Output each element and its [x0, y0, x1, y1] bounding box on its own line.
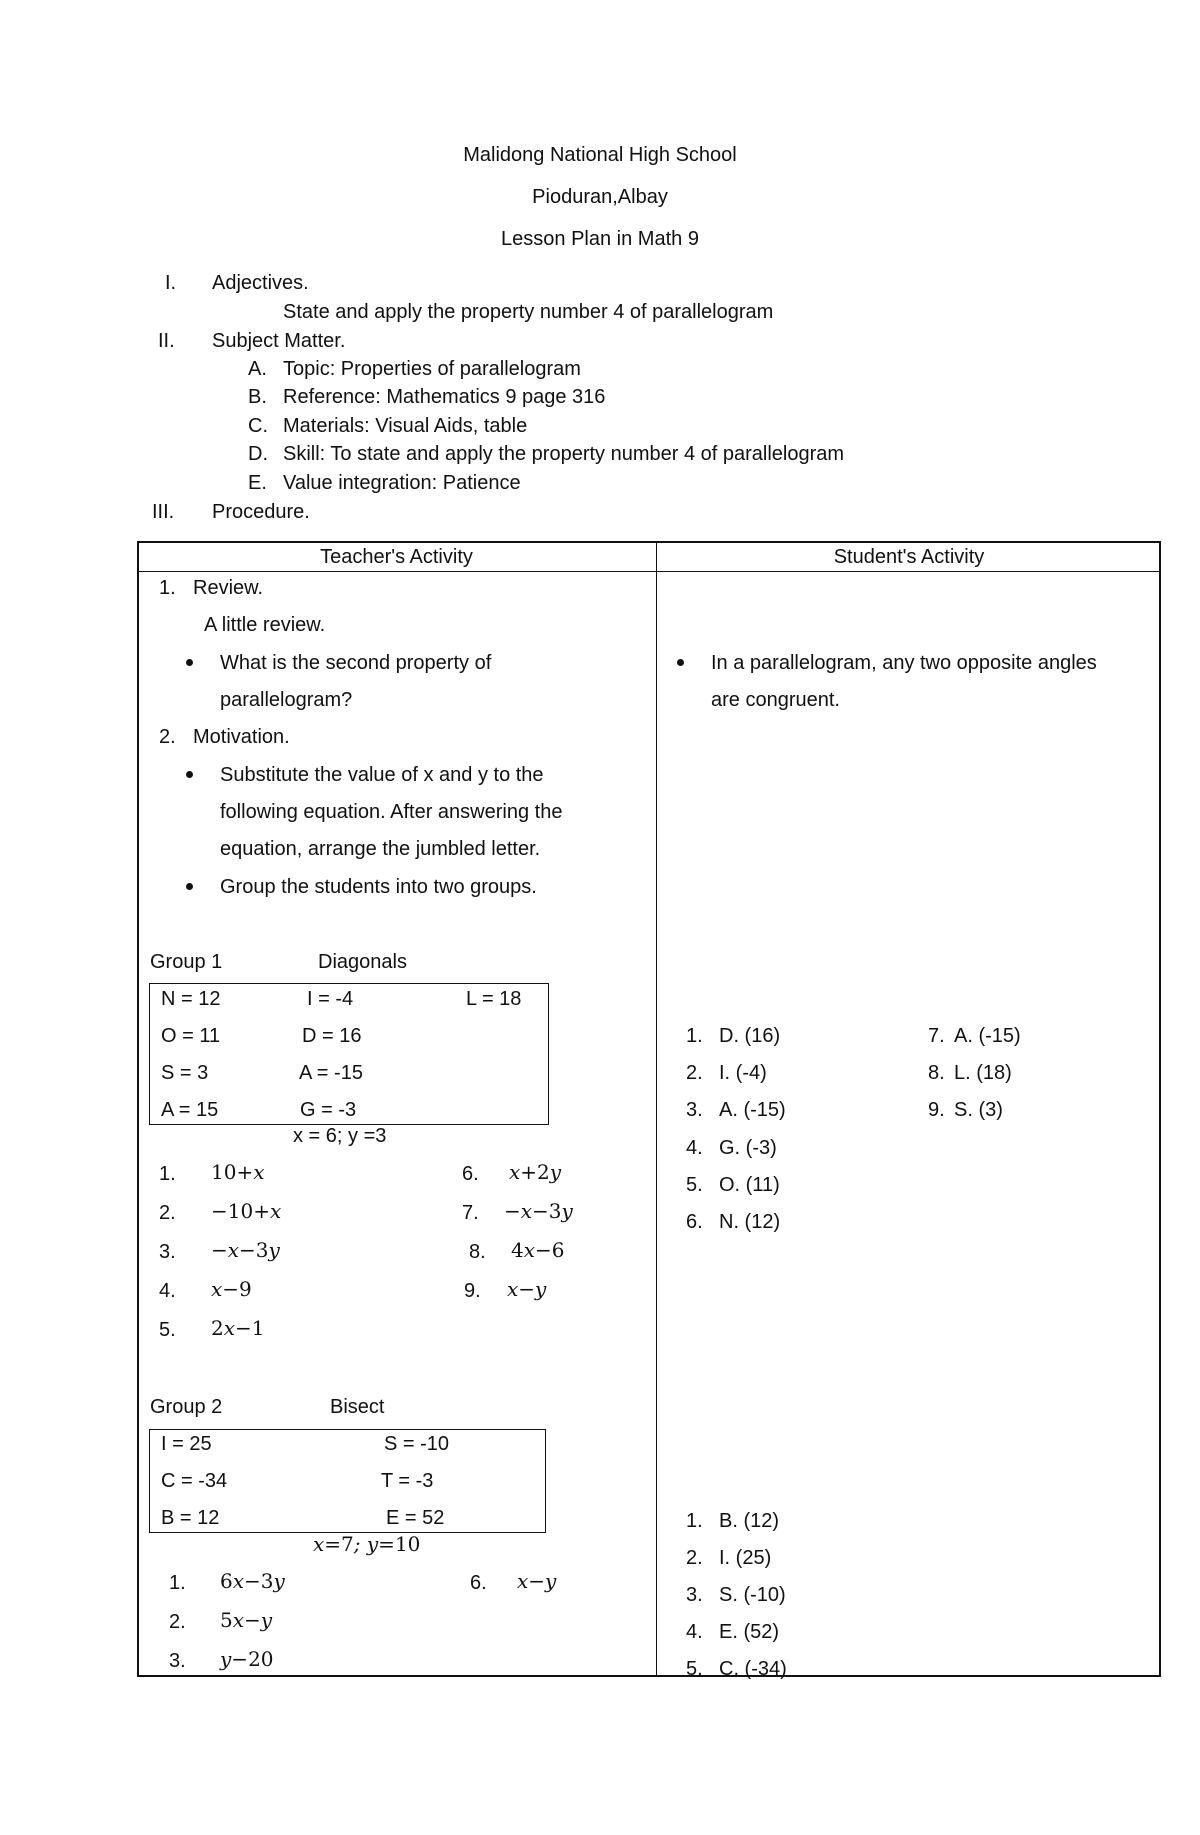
group2-answer: C. (-34) [719, 1658, 787, 1680]
group1-equation: −x−3y [504, 1199, 573, 1223]
group1-letter-o: O = 11 [161, 1025, 221, 1047]
group2-equation: 5x−y [220, 1608, 273, 1632]
subject-topic: Topic: Properties of parallelogram [283, 358, 581, 380]
group1-answer: D. (16) [719, 1025, 781, 1047]
group1-item-number: 7. [462, 1202, 479, 1224]
subject-letter-d: D. [248, 443, 268, 465]
table-column-divider [656, 541, 657, 1677]
group1-equation: x+2y [509, 1160, 562, 1184]
subject-letter-b: B. [248, 386, 267, 408]
motivation-grouping: Group the students into two groups. [220, 876, 537, 898]
group1-letter-s: S = 3 [161, 1062, 209, 1084]
group2-title: Bisect [330, 1396, 385, 1418]
group2-answer-number: 2. [686, 1547, 703, 1569]
teacher-activity-header: Teacher's Activity [320, 546, 473, 568]
subject-value: Value integration: Patience [283, 472, 521, 494]
group1-answer: I. (-4) [719, 1062, 767, 1084]
group1-answer-number: 1. [686, 1025, 703, 1047]
group2-equation: 6x−3y [220, 1569, 285, 1593]
outline-ii-number: II. [158, 330, 175, 352]
subject-letter-e: E. [248, 472, 267, 494]
group2-equation: x−y [517, 1569, 557, 1593]
group1-answer: A. (-15) [719, 1099, 786, 1121]
table-header-divider [137, 571, 1161, 572]
group2-item-number: 6. [470, 1572, 487, 1594]
review-answer-line2: are congruent. [711, 689, 840, 711]
review-number: 1. [159, 577, 176, 599]
group2-item-number: 2. [169, 1611, 186, 1633]
group2-answer: B. (12) [719, 1510, 780, 1532]
group1-answer-number: 2. [686, 1062, 703, 1084]
outline-iii-title: Procedure. [212, 501, 310, 523]
subject-materials: Materials: Visual Aids, table [283, 415, 528, 437]
group1-item-number: 6. [462, 1163, 479, 1185]
outline-i-number: I. [165, 272, 177, 294]
group1-item-number: 8. [469, 1241, 486, 1263]
motivation-title: Motivation. [193, 726, 290, 748]
group1-answer: S. (3) [954, 1099, 1003, 1121]
group2-letter-s: S = -10 [384, 1433, 450, 1455]
group2-letter-b: B = 12 [161, 1507, 220, 1529]
group1-equation: 10+x [211, 1160, 265, 1184]
group2-answer-number: 4. [686, 1621, 703, 1643]
review-question-line2: parallelogram? [220, 689, 353, 711]
group2-answer: S. (-10) [719, 1584, 786, 1606]
group1-title: Diagonals [318, 951, 407, 973]
group2-letter-c: C = -34 [161, 1470, 228, 1492]
subject-reference: Reference: Mathematics 9 page 316 [283, 386, 606, 408]
subject-letter-c: C. [248, 415, 268, 437]
group1-answer: A. (-15) [954, 1025, 1021, 1047]
bullet-icon [186, 659, 193, 666]
group2-letter-i: I = 25 [161, 1433, 212, 1455]
bullet-icon [186, 771, 193, 778]
group1-answer-number: 5. [686, 1174, 703, 1196]
group2-answer-number: 1. [686, 1510, 703, 1532]
group1-answer: L. (18) [954, 1062, 1012, 1084]
group1-item-number: 3. [159, 1241, 176, 1263]
group1-item-number: 9. [464, 1280, 481, 1302]
group1-letter-l: L = 18 [466, 988, 522, 1010]
group1-item-number: 1. [159, 1163, 176, 1185]
group1-letter-a2: A = 15 [161, 1099, 219, 1121]
group1-letter-d: D = 16 [302, 1025, 362, 1047]
group1-label: Group 1 [150, 951, 223, 973]
group2-letter-t: T = -3 [381, 1470, 434, 1492]
student-activity-header: Student's Activity [833, 546, 985, 568]
group2-values: x=7; y=10 [313, 1532, 421, 1556]
group1-letter-a1: A = -15 [299, 1062, 363, 1084]
group2-equation: y−20 [220, 1647, 274, 1671]
outline-iii-number: III. [152, 501, 175, 523]
group1-equation: x−y [507, 1277, 547, 1301]
motivation-instruction-line2: following equation. After answering the [220, 801, 563, 823]
school-location: Pioduran,Albay [532, 186, 668, 208]
bullet-icon [677, 659, 684, 666]
group1-letter-n: N = 12 [161, 988, 221, 1010]
review-title: Review. [193, 577, 264, 599]
group1-answer-number: 4. [686, 1137, 703, 1159]
school-name: Malidong National High School [463, 144, 737, 166]
group1-item-number: 5. [159, 1319, 176, 1341]
group1-equation: 2x−1 [211, 1316, 265, 1340]
group2-answer: I. (25) [719, 1547, 772, 1569]
group2-item-number: 1. [169, 1572, 186, 1594]
motivation-instruction-line1: Substitute the value of x and y to the [220, 764, 544, 786]
review-answer-line1: In a parallelogram, any two opposite angles [711, 652, 1097, 674]
group1-answer-number: 7. [928, 1025, 945, 1047]
group1-answer-number: 9. [928, 1099, 945, 1121]
group1-answer: O. (11) [719, 1174, 780, 1196]
outline-i-title: Adjectives. [212, 272, 309, 294]
bullet-icon [186, 883, 193, 890]
document-title: Lesson Plan in Math 9 [501, 228, 699, 250]
group1-answer-number: 8. [928, 1062, 945, 1084]
group2-letter-e: E = 52 [386, 1507, 445, 1529]
group1-equation: −x−3y [211, 1238, 280, 1262]
outline-ii-title: Subject Matter. [212, 330, 346, 352]
review-question-line1: What is the second property of [220, 652, 492, 674]
group1-letter-i: I = -4 [307, 988, 354, 1010]
group1-equation: x−9 [211, 1277, 252, 1301]
group1-answer: G. (-3) [719, 1137, 777, 1159]
group1-item-number: 4. [159, 1280, 176, 1302]
outline-i-text: State and apply the property number 4 of parallelogram [283, 301, 774, 323]
motivation-number: 2. [159, 726, 176, 748]
subject-letter-a: A. [248, 358, 267, 380]
group1-answer: N. (12) [719, 1211, 781, 1233]
subject-skill: Skill: To state and apply the property number 4 of parallelogram [283, 443, 845, 465]
group1-answer-number: 3. [686, 1099, 703, 1121]
group1-values: x = 6; y =3 [293, 1125, 387, 1147]
group2-item-number: 3. [169, 1650, 186, 1672]
motivation-instruction-line3: equation, arrange the jumbled letter. [220, 838, 541, 860]
group2-answer: E. (52) [719, 1621, 780, 1643]
group2-label: Group 2 [150, 1396, 223, 1418]
group1-answer-number: 6. [686, 1211, 703, 1233]
review-intro: A little review. [204, 614, 326, 636]
group2-answer-number: 5. [686, 1658, 703, 1680]
group1-equation: 4x−6 [511, 1238, 565, 1262]
group2-answer-number: 3. [686, 1584, 703, 1606]
group1-equation: −10+x [211, 1199, 282, 1223]
group1-letter-g: G = -3 [300, 1099, 357, 1121]
group1-item-number: 2. [159, 1202, 176, 1224]
